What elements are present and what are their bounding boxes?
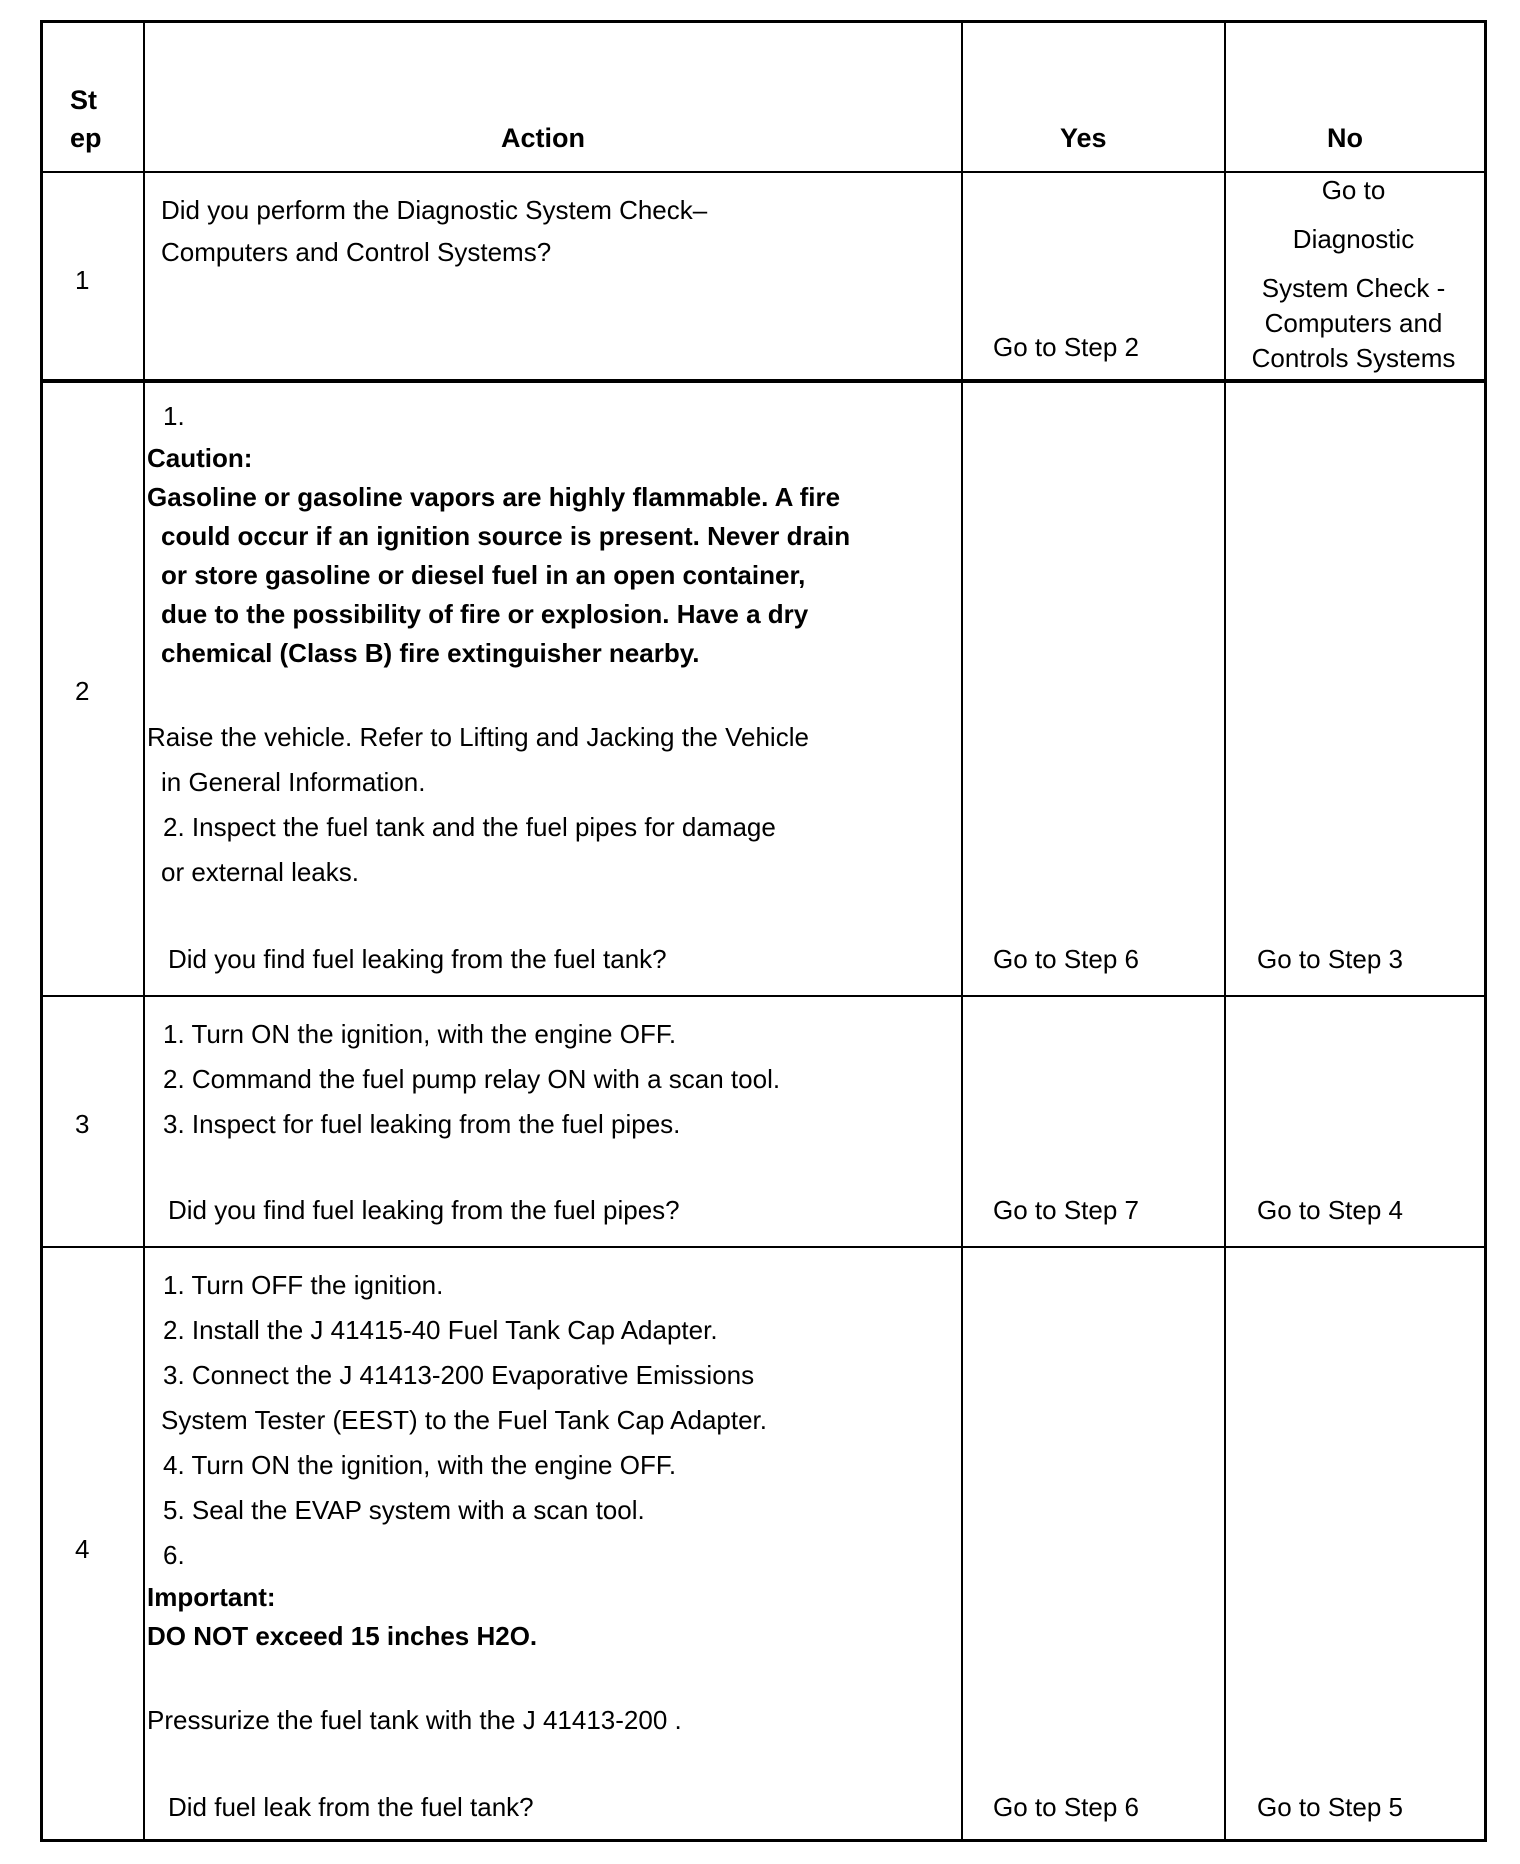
- caution-label: Caution:: [147, 443, 253, 473]
- step-number: 4: [75, 1534, 90, 1564]
- action-line: 6.: [163, 1540, 185, 1570]
- question-text: Did you find fuel leaking from the fuel tank?: [168, 944, 667, 974]
- action-line: in General Information.: [161, 767, 426, 797]
- no-result-line: Controls Systems: [1251, 343, 1456, 373]
- no-result-line: Computers and: [1264, 308, 1443, 338]
- header-step-line2: ep: [70, 123, 102, 153]
- caution-text-line: or store gasoline or diesel fuel in an open container,: [161, 560, 806, 590]
- important-label: Important:: [147, 1582, 276, 1612]
- action-line: 3. Connect the J 41413-200 Evaporative Emissions: [163, 1360, 755, 1390]
- header-action: Action: [501, 123, 585, 153]
- no-result: Go to Step 5: [1257, 1792, 1403, 1822]
- caution-text-line: could occur if an ignition source is present. Never drain: [161, 521, 851, 551]
- list-item-number: 1.: [163, 401, 185, 431]
- row-divider: [43, 1246, 1484, 1248]
- action-line: 2. Install the J 41415-40 Fuel Tank Cap Adapter.: [163, 1315, 718, 1345]
- question-text: Did you find fuel leaking from the fuel pipes?: [168, 1195, 680, 1225]
- action-line: 2. Command the fuel pump relay ON with a scan tool.: [163, 1064, 781, 1094]
- caution-text-line: Gasoline or gasoline vapors are highly flammable. A fire: [147, 482, 841, 512]
- action-line: Computers and Control Systems?: [161, 237, 552, 267]
- no-result: Go to Step 3: [1257, 944, 1403, 974]
- step-number: 2: [75, 676, 90, 706]
- action-line: Raise the vehicle. Refer to Lifting and Jacking the Vehicle: [147, 722, 809, 752]
- caution-text-line: due to the possibility of fire or explosion. Have a dry: [161, 599, 809, 629]
- action-line: Did you perform the Diagnostic System Check–: [161, 195, 708, 225]
- row-divider: [43, 171, 1484, 173]
- yes-result: Go to Step 2: [993, 332, 1139, 362]
- header-step-line1: St: [70, 85, 97, 115]
- question-text: Did fuel leak from the fuel tank?: [168, 1792, 534, 1822]
- row-divider: [43, 379, 1484, 383]
- column-divider: [143, 23, 145, 1839]
- no-result: Go to Step 4: [1257, 1195, 1403, 1225]
- action-line: System Tester (EEST) to the Fuel Tank Cap Adapter.: [161, 1405, 767, 1435]
- header-yes: Yes: [1060, 123, 1107, 153]
- no-result-line: System Check -: [1261, 273, 1446, 303]
- step-number: 3: [75, 1109, 90, 1139]
- action-line: 1. Turn ON the ignition, with the engine OFF.: [163, 1019, 677, 1049]
- diagnostic-table: [40, 20, 1487, 1842]
- caution-text-line: chemical (Class B) fire extinguisher nearby.: [161, 638, 700, 668]
- no-result-line: Go to: [1321, 175, 1386, 205]
- action-line: 2. Inspect the fuel tank and the fuel pipes for damage: [163, 812, 776, 842]
- no-result-line: Diagnostic: [1292, 224, 1415, 254]
- action-line: Pressurize the fuel tank with the J 41413-200 .: [147, 1705, 682, 1735]
- important-text: DO NOT exceed 15 inches H2O.: [147, 1621, 538, 1651]
- action-line: 1. Turn OFF the ignition.: [163, 1270, 444, 1300]
- action-line: 5. Seal the EVAP system with a scan tool.: [163, 1495, 645, 1525]
- column-divider: [961, 23, 963, 1839]
- header-no: No: [1327, 123, 1363, 153]
- action-line: or external leaks.: [161, 857, 359, 887]
- action-line: 3. Inspect for fuel leaking from the fuel pipes.: [163, 1109, 681, 1139]
- yes-result: Go to Step 6: [993, 944, 1139, 974]
- step-number: 1: [75, 265, 90, 295]
- row-divider: [43, 995, 1484, 997]
- yes-result: Go to Step 7: [993, 1195, 1139, 1225]
- yes-result: Go to Step 6: [993, 1792, 1139, 1822]
- action-line: 4. Turn ON the ignition, with the engine OFF.: [163, 1450, 677, 1480]
